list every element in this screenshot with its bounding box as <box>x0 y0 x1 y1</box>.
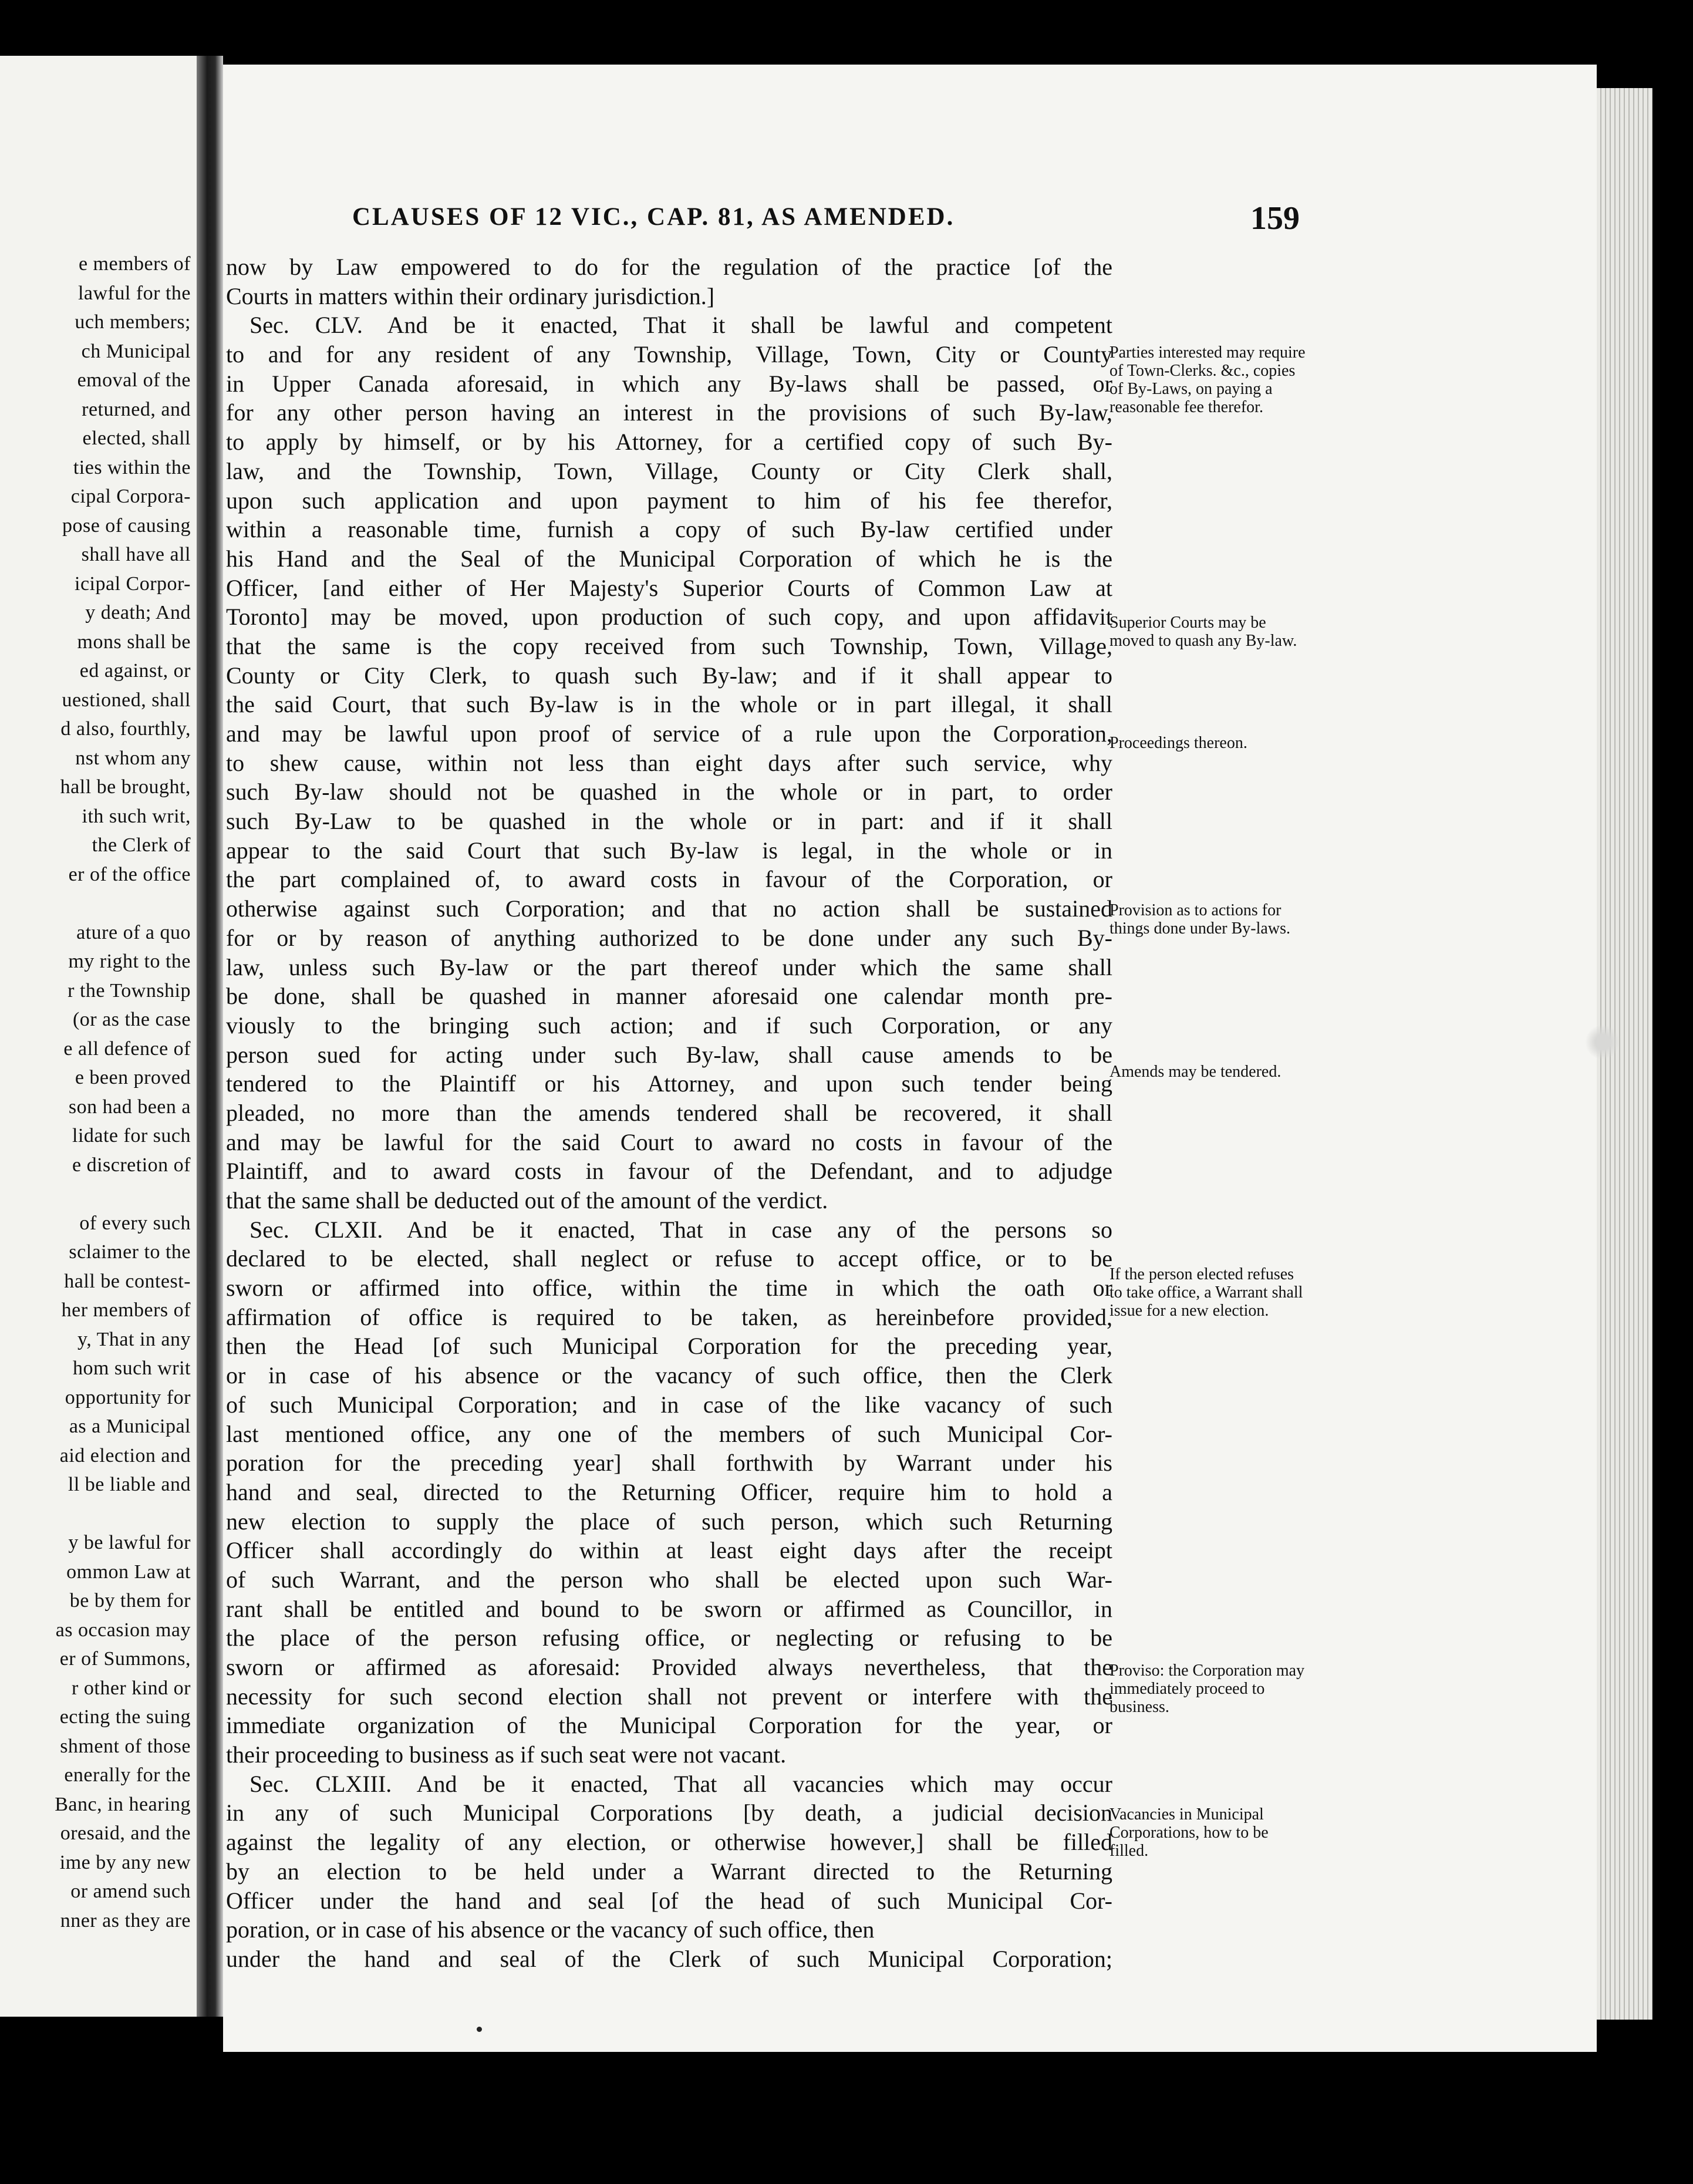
text-line: law, and the Township, Town, Village, County or City Clerk shall, <box>226 457 1112 484</box>
text-line: appear to the said Court that such By-law is legal, in the whole or in <box>226 837 1112 864</box>
text-line: immediate organization of the Municipal Corporation for the year, or <box>226 1712 1112 1739</box>
left-page-line: aid election and <box>59 1444 191 1467</box>
text-line: affirmation of office is required to be taken, as hereinbefore provided, <box>226 1303 1112 1330</box>
text-line: person sued for acting under such By-law, shall cause amends to be <box>226 1041 1112 1068</box>
text-line: against the legality of any election, or otherwise however,] shall be filled <box>226 1829 1112 1856</box>
left-page-line: y, That in any <box>77 1328 191 1350</box>
text-line: Courts in matters within their ordinary jurisdiction.] <box>226 282 715 309</box>
marginal-note: Proceedings thereon. <box>1109 734 1247 752</box>
left-page-line: of every such <box>79 1212 191 1234</box>
book-gutter <box>197 56 223 2017</box>
left-page-line: er of the office <box>68 863 191 885</box>
text-line: to shew cause, within not less than eight days after such service, why <box>226 749 1112 776</box>
running-head: CLAUSES OF 12 VIC., CAP. 81, AS AMENDED. <box>352 203 955 231</box>
text-line: their proceeding to business as if such seat were not vacant. <box>226 1741 787 1768</box>
left-page-line: ime by any new <box>59 1851 191 1873</box>
left-page-line: e been proved <box>75 1067 191 1088</box>
text-line: tendered to the Plaintiff or his Attorney, and upon such tender being <box>226 1070 1112 1097</box>
left-page-line: nst whom any <box>75 747 191 769</box>
text-line: County or City Clerk, to quash such By-law; and if it shall appear to <box>226 662 1112 689</box>
left-page-line: r the Township <box>68 979 191 1002</box>
left-page-line: d also, fourthly, <box>60 718 191 740</box>
page-number: 159 <box>1250 200 1300 237</box>
left-page-line: mons shall be <box>77 631 191 653</box>
marginal-note: Vacancies in Municipal Corporations, how to be filled. <box>1109 1805 1269 1860</box>
text-line: the said Court, that such By-law is in the whole or in part illegal, it shall <box>226 691 1112 718</box>
left-page-line: her members of <box>61 1299 191 1321</box>
text-line: now by Law empowered to do for the regulation of the practice [of the <box>226 254 1112 280</box>
left-page-line: opportunity for <box>65 1386 191 1408</box>
left-page-line: ed against, or <box>79 660 191 682</box>
text-line: sworn or affirmed into office, within the time in which the oath or <box>226 1275 1112 1302</box>
left-page-line: uestioned, shall <box>62 689 191 711</box>
text-line: hand and seal, directed to the Returning Officer, require him to hold a <box>226 1478 1112 1505</box>
text-line: declared to be elected, shall neglect or refuse to accept office, or to be <box>226 1245 1112 1272</box>
left-page <box>0 56 197 2017</box>
text-line: Sec. CLV. And be it enacted, That it shall be lawful and competent <box>249 312 1112 339</box>
left-page-line: my right to the <box>68 951 191 972</box>
text-line: viously to the bringing such action; and if such Corporation, or any <box>226 1012 1112 1039</box>
text-line: Toronto] may be moved, upon production of such copy, and upon affidavit <box>226 604 1112 631</box>
text-line: Officer shall accordingly do within at least eight days after the receipt <box>226 1537 1112 1564</box>
left-page-line: r other kind or <box>72 1677 191 1699</box>
text-line: such By-law should not be quashed in the whole or in part, to order <box>226 778 1112 805</box>
text-line: law, unless such By-law or the part thereof under which the same shall <box>226 953 1112 980</box>
text-line: be done, shall be quashed in manner aforesaid one calendar month pre- <box>226 983 1112 1010</box>
left-page-line: hall be brought, <box>60 776 191 798</box>
text-line: the place of the person refusing office, or neglecting or refusing to be <box>226 1624 1112 1652</box>
left-page-line: returned, and <box>82 398 191 420</box>
left-page-line: y death; And <box>85 602 191 623</box>
left-page-line: ommon Law at <box>66 1561 191 1583</box>
left-page-line: elected, shall <box>82 427 191 449</box>
text-line: under the hand and seal of the Clerk of such Municipal Corporation; <box>226 1945 1112 1972</box>
left-page-line: as occasion may <box>55 1619 191 1641</box>
text-line: rant shall be entitled and bound to be sworn or affirmed as Councillor, in <box>226 1595 1112 1622</box>
text-line: Sec. CLXIII. And be it enacted, That all vacancies which may occur <box>249 1770 1112 1797</box>
text-line: new election to supply the place of such person, which such Returning <box>226 1508 1112 1535</box>
text-line: by an election to be held under a Warrant directed to the Returning <box>226 1858 1112 1885</box>
text-line: that the same shall be deducted out of the amount of the verdict. <box>226 1187 828 1214</box>
left-page-line: or amend such <box>70 1880 191 1902</box>
left-page-line: son had been a <box>68 1096 191 1118</box>
left-page-line: (or as the case <box>72 1009 191 1030</box>
text-line: such By-Law to be quashed in the whole or in part: and if it shall <box>226 808 1112 835</box>
left-page-line: hom such writ <box>72 1357 191 1379</box>
text-line: or in case of his absence or the vacancy of such office, then the Clerk <box>226 1362 1112 1389</box>
left-page-line: ecting the suing <box>59 1706 191 1728</box>
text-line: poration, or in case of his absence or the vacancy of such office, then <box>226 1916 875 1943</box>
text-line: pleaded, no more than the amends tendered shall be recovered, it shall <box>226 1099 1112 1126</box>
marginal-note: Amends may be tendered. <box>1109 1063 1281 1081</box>
text-line: of such Warrant, and the person who shall be elected upon such War- <box>226 1566 1112 1593</box>
left-page-line: e members of <box>78 253 191 275</box>
text-line: and may be lawful for the said Court to award no costs in favour of the <box>226 1128 1112 1155</box>
left-page-line: e discretion of <box>72 1154 191 1176</box>
left-page-line: the Clerk of <box>92 834 191 856</box>
ink-dot <box>477 2027 482 2032</box>
left-page-line: icipal Corpor- <box>75 572 191 595</box>
left-page-line: ch Municipal <box>81 340 191 362</box>
marginal-note: Provision as to actions for things done under By-laws. <box>1109 901 1290 938</box>
text-line: then the Head [of such Municipal Corporation for the preceding year, <box>226 1333 1112 1360</box>
marginal-note: If the person elected refuses to take office, a Warrant shall issue for a new election. <box>1109 1265 1303 1320</box>
left-page-line: lawful for the <box>77 282 191 304</box>
text-line: that the same is the copy received from such Township, Town, Village, <box>226 632 1112 659</box>
text-line: his Hand and the Seal of the Municipal Corporation of which he is the <box>226 545 1112 572</box>
text-line: otherwise against such Corporation; and that no action shall be sustained <box>226 895 1112 922</box>
text-line: of such Municipal Corporation; and in case of the like vacancy of such <box>226 1391 1112 1418</box>
text-line: in Upper Canada aforesaid, in which any By-laws shall be passed, or <box>226 370 1112 397</box>
left-page-line: shment of those <box>60 1735 191 1757</box>
left-page-line: nner as they are <box>60 1909 191 1932</box>
left-page-line: be by them for <box>69 1590 191 1612</box>
text-line: for or by reason of anything authorized to be done under any such By- <box>226 924 1112 951</box>
marginal-note: Proviso: the Corporation may immediately proceed to business. <box>1109 1661 1305 1716</box>
left-page-line: ties within the <box>73 456 191 478</box>
left-page-line: enerally for the <box>64 1764 191 1786</box>
left-page-line: oresaid, and the <box>60 1822 191 1844</box>
text-line: Plaintiff, and to award costs in favour of the Defendant, and to adjudge <box>226 1158 1112 1185</box>
left-page-line: ature of a quo <box>76 921 191 943</box>
left-page-line: uch members; <box>75 311 191 333</box>
text-line: and may be lawful upon proof of service of a rule upon the Corporation, <box>226 720 1112 747</box>
left-page-line: e all defence of <box>63 1037 191 1060</box>
text-line: sworn or affirmed as aforesaid: Provided always nevertheless, that the <box>226 1654 1112 1680</box>
left-page-line: pose of causing <box>62 514 191 537</box>
text-line: last mentioned office, any one of the members of such Municipal Cor- <box>226 1420 1112 1447</box>
main-text <box>226 252 1112 1974</box>
text-line: to and for any resident of any Township, Village, Town, City or County <box>226 341 1112 368</box>
left-page-line: cipal Corpora- <box>70 486 191 507</box>
text-line: upon such application and upon payment to him of his fee therefor, <box>226 487 1112 514</box>
text-line: to apply by himself, or by his Attorney, for a certified copy of such By- <box>226 429 1112 456</box>
text-line: Officer under the hand and seal [of the head of such Municipal Cor- <box>226 1887 1112 1914</box>
left-page-line: y be lawful for <box>68 1532 191 1553</box>
left-page-line: Banc, in hearing <box>55 1793 191 1815</box>
text-line: in any of such Municipal Corporations [by death, a judicial decision <box>226 1799 1112 1826</box>
text-line: necessity for such second election shall not prevent or interfere with the <box>226 1683 1112 1710</box>
text-line: for any other person having an interest in the provisions of such By-law, <box>226 399 1112 426</box>
marginal-note: Superior Courts may be moved to quash any By-law. <box>1109 614 1297 650</box>
left-page-line: ll be liable and <box>68 1474 191 1495</box>
left-page-line: sclaimer to the <box>69 1241 191 1263</box>
left-page-line: er of Summons, <box>59 1648 191 1670</box>
text-line: the part complained of, to award costs in favour of the Corporation, or <box>226 866 1112 893</box>
left-page-line: shall have all <box>81 544 191 565</box>
scan-blemish <box>1585 1024 1620 1060</box>
left-page-line: hall be contest- <box>64 1270 191 1292</box>
text-line: within a reasonable time, furnish a copy of such By-law certified under <box>226 516 1112 543</box>
text-line: poration for the preceding year] shall forthwith by Warrant under his <box>226 1450 1112 1477</box>
left-page-line: lidate for such <box>72 1125 191 1147</box>
left-page-line: emoval of the <box>77 369 191 391</box>
marginal-note: Parties interested may require of Town-Clerks. &c., copies of By-Laws, on paying a reasonable fee therefor. <box>1109 343 1306 416</box>
left-page-line: as a Municipal <box>69 1415 191 1437</box>
left-page-line: ith such writ, <box>82 805 191 827</box>
text-line: Sec. CLXII. And be it enacted, That in case any of the persons so <box>249 1216 1112 1243</box>
text-line: Officer, [and either of Her Majesty's Superior Courts of Common Law at <box>226 574 1112 601</box>
